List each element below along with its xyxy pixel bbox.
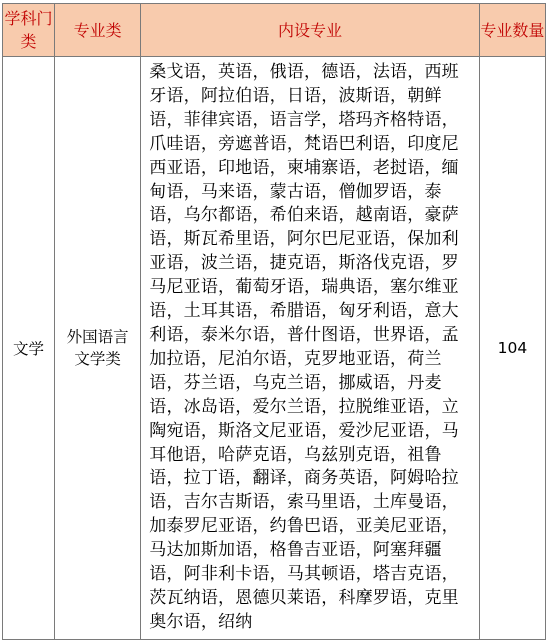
- header-majors: 内设专业: [141, 4, 480, 57]
- cell-discipline: 文学: [3, 57, 55, 640]
- header-discipline: 学科门类: [3, 4, 55, 57]
- cell-majors: 桑戈语，英语，俄语，德语，法语，西班牙语，阿拉伯语，日语，波斯语，朝鲜语，菲律宾语，语言学，塔玛齐格特语，爪哇语，旁遮普语，梵语巴利语，印度尼西亚语，印地语，柬埔寨语，老挝语，缅甸语，马来语，蒙古语，僧伽罗语，泰语，乌尔都语，希伯来语，越南语，豪萨语，斯瓦希里语，阿尔巴尼亚语，保加利亚语，波兰语，捷克语，斯洛伐克语，罗马尼亚语，葡萄牙语，瑞典语，塞尔维亚语，土耳其语，希腊语，匈牙利语，意大利语，泰米尔语，普什图语，世界语，孟加拉语，尼泊尔语，克罗地亚语，荷兰语，芬兰语，乌克兰语，挪威语，丹麦语，冰岛语，爱尔兰语，拉脱维亚语，立陶宛语，斯洛文尼亚语，爱沙尼亚语，马耳他语，哈萨克语，乌兹别克语，祖鲁语，拉丁语，翻译，商务英语，阿姆哈拉语，吉尔吉斯语，索马里语，土库曼语，加泰罗尼亚语，约鲁巴语，亚美尼亚语，马达加斯加语，格鲁吉亚语，阿塞拜疆语，阿非利卡语，马其顿语，塔吉克语，茨瓦纳语，恩德贝莱语，科摩罗语，克里奥尔语，绍纳: [141, 57, 480, 640]
- cell-category: 外国语言文学类: [55, 57, 141, 640]
- cell-count: 104: [479, 57, 545, 640]
- majors-table-container: [2, 3, 546, 632]
- header-row: [3, 4, 546, 57]
- majors-table: [2, 3, 546, 640]
- table-row: [3, 57, 546, 640]
- header-category: 专业类: [55, 4, 141, 57]
- header-count: 专业数量: [479, 4, 545, 57]
